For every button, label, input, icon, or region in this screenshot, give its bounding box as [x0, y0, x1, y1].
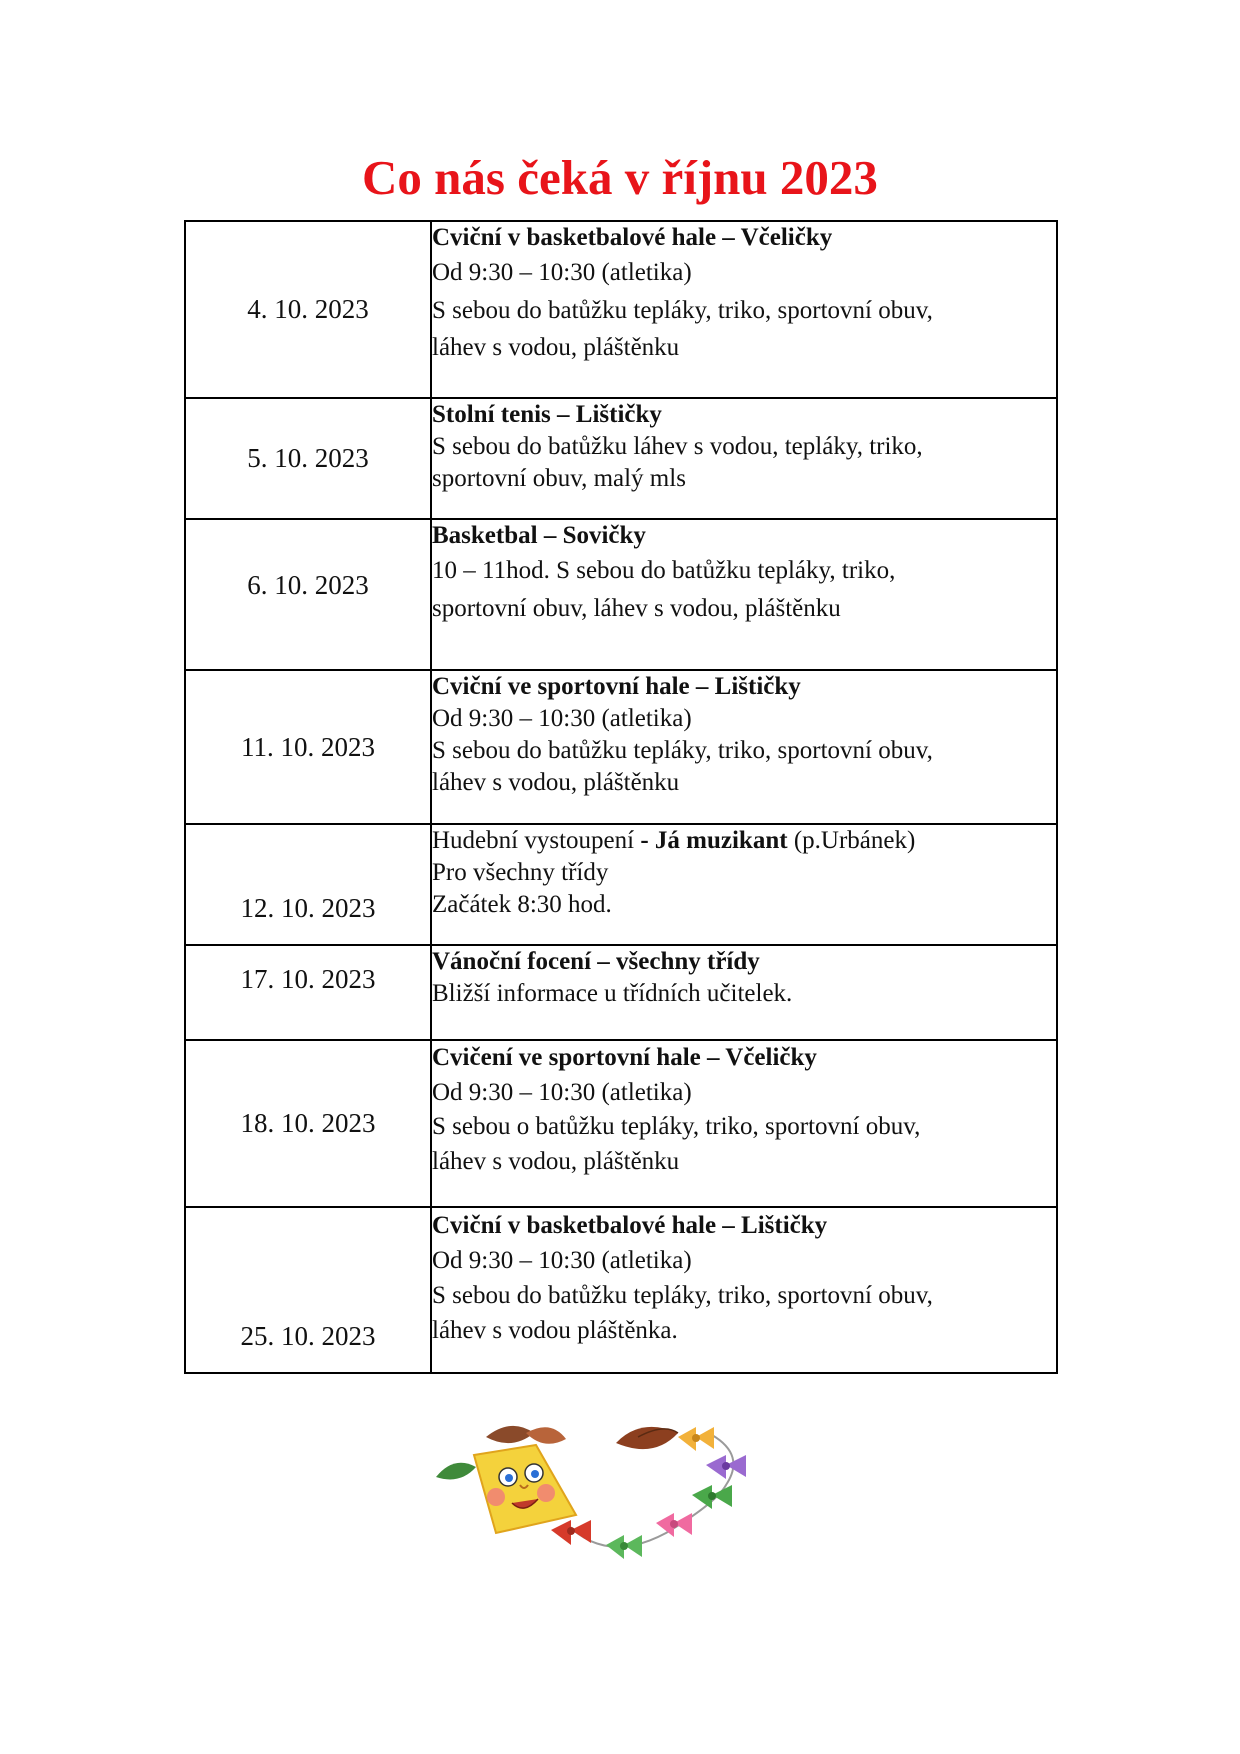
table-row — [185, 670, 1057, 824]
row-date: 12. 10. 2023 — [185, 824, 431, 945]
table-row — [185, 398, 1057, 519]
row-line: láhev s vodou, pláštěnku — [432, 769, 680, 796]
bow-icon — [606, 1535, 642, 1559]
row-description — [431, 221, 1057, 398]
row-date: 18. 10. 2023 — [185, 1040, 431, 1207]
table-row — [185, 1207, 1057, 1373]
row-line: S sebou do batůžku tepláky, triko, sportovní obuv, — [432, 737, 933, 764]
row-description — [431, 670, 1057, 824]
row-description — [431, 1040, 1057, 1207]
bow-icon — [706, 1455, 746, 1479]
row-date: 11. 10. 2023 — [185, 670, 431, 824]
row-line: Od 9:30 – 10:30 (atletika) — [432, 259, 692, 286]
table-row — [185, 1040, 1057, 1207]
bow-icon — [656, 1513, 692, 1537]
row-heading: Cviční v basketbalové hale – Lištičky — [432, 1212, 828, 1239]
bow-icon — [692, 1485, 732, 1509]
row-description — [431, 1207, 1057, 1373]
row-heading-bold: - Já muzikant — [640, 827, 788, 854]
table-row — [185, 824, 1057, 945]
row-description — [431, 519, 1057, 670]
row-line: S sebou do batůžku tepláky, triko, sportovní obuv, — [432, 296, 933, 324]
schedule-table — [184, 220, 1058, 1374]
row-heading: Vánoční focení – všechny třídy — [432, 948, 760, 975]
row-line: S sebou do batůžku tepláky, triko, sportovní obuv, — [432, 1282, 933, 1309]
row-date: 4. 10. 2023 — [185, 221, 431, 398]
row-heading: Cvičení ve sportovní hale – Včeličky — [432, 1044, 817, 1071]
row-line: S sebou o batůžku tepláky, triko, sportovní obuv, — [432, 1113, 921, 1140]
table-row — [185, 519, 1057, 670]
row-line: sportovní obuv, láhev s vodou, pláštěnku — [432, 594, 841, 622]
row-heading-suffix: (p.Urbánek) — [787, 827, 916, 854]
row-heading — [432, 825, 1056, 857]
page-title: Co nás čeká v říjnu 2023 — [362, 150, 878, 205]
row-line: Od 9:30 – 10:30 (atletika) — [432, 1247, 692, 1274]
row-heading: Cviční ve sportovní hale – Lištičky — [432, 673, 801, 700]
bow-icon — [551, 1520, 591, 1545]
row-description — [431, 945, 1057, 1040]
row-line: Pro všechny třídy — [432, 859, 609, 886]
row-line: Od 9:30 – 10:30 (atletika) — [432, 705, 692, 732]
table-row — [185, 221, 1057, 398]
row-heading: Cviční v basketbalové hale – Včeličky — [432, 224, 833, 251]
row-line: Začátek 8:30 hod. — [432, 891, 612, 918]
leaves-icon — [436, 1426, 678, 1480]
row-date: 5. 10. 2023 — [185, 398, 431, 519]
kite-illustration — [416, 1415, 836, 1583]
row-heading: Basketbal – Sovičky — [432, 522, 646, 549]
row-line: láhev s vodou, pláštěnku — [432, 1147, 680, 1175]
row-date: 17. 10. 2023 — [185, 945, 431, 1040]
row-description — [431, 398, 1057, 519]
kite-body — [474, 1445, 576, 1533]
row-line: láhev s vodou pláštěnka. — [432, 1317, 678, 1344]
row-line: 10 – 11hod. S sebou do batůžku tepláky, triko, — [432, 557, 896, 584]
row-description — [431, 824, 1057, 945]
row-line: Bližší informace u třídních učitelek. — [432, 980, 793, 1007]
row-heading-prefix: Hudební vystoupení — [432, 827, 641, 854]
row-heading: Stolní tenis – Lištičky — [432, 401, 662, 428]
row-line: sportovní obuv, malý mls — [432, 465, 686, 492]
row-line: S sebou do batůžku láhev s vodou, tepláky, triko, — [432, 433, 923, 460]
row-line: láhev s vodou, pláštěnku — [432, 334, 680, 361]
row-line: Od 9:30 – 10:30 (atletika) — [432, 1078, 692, 1106]
row-date: 25. 10. 2023 — [185, 1207, 431, 1373]
table-row — [185, 945, 1057, 1040]
row-date: 6. 10. 2023 — [185, 519, 431, 670]
bow-icon — [678, 1427, 714, 1451]
